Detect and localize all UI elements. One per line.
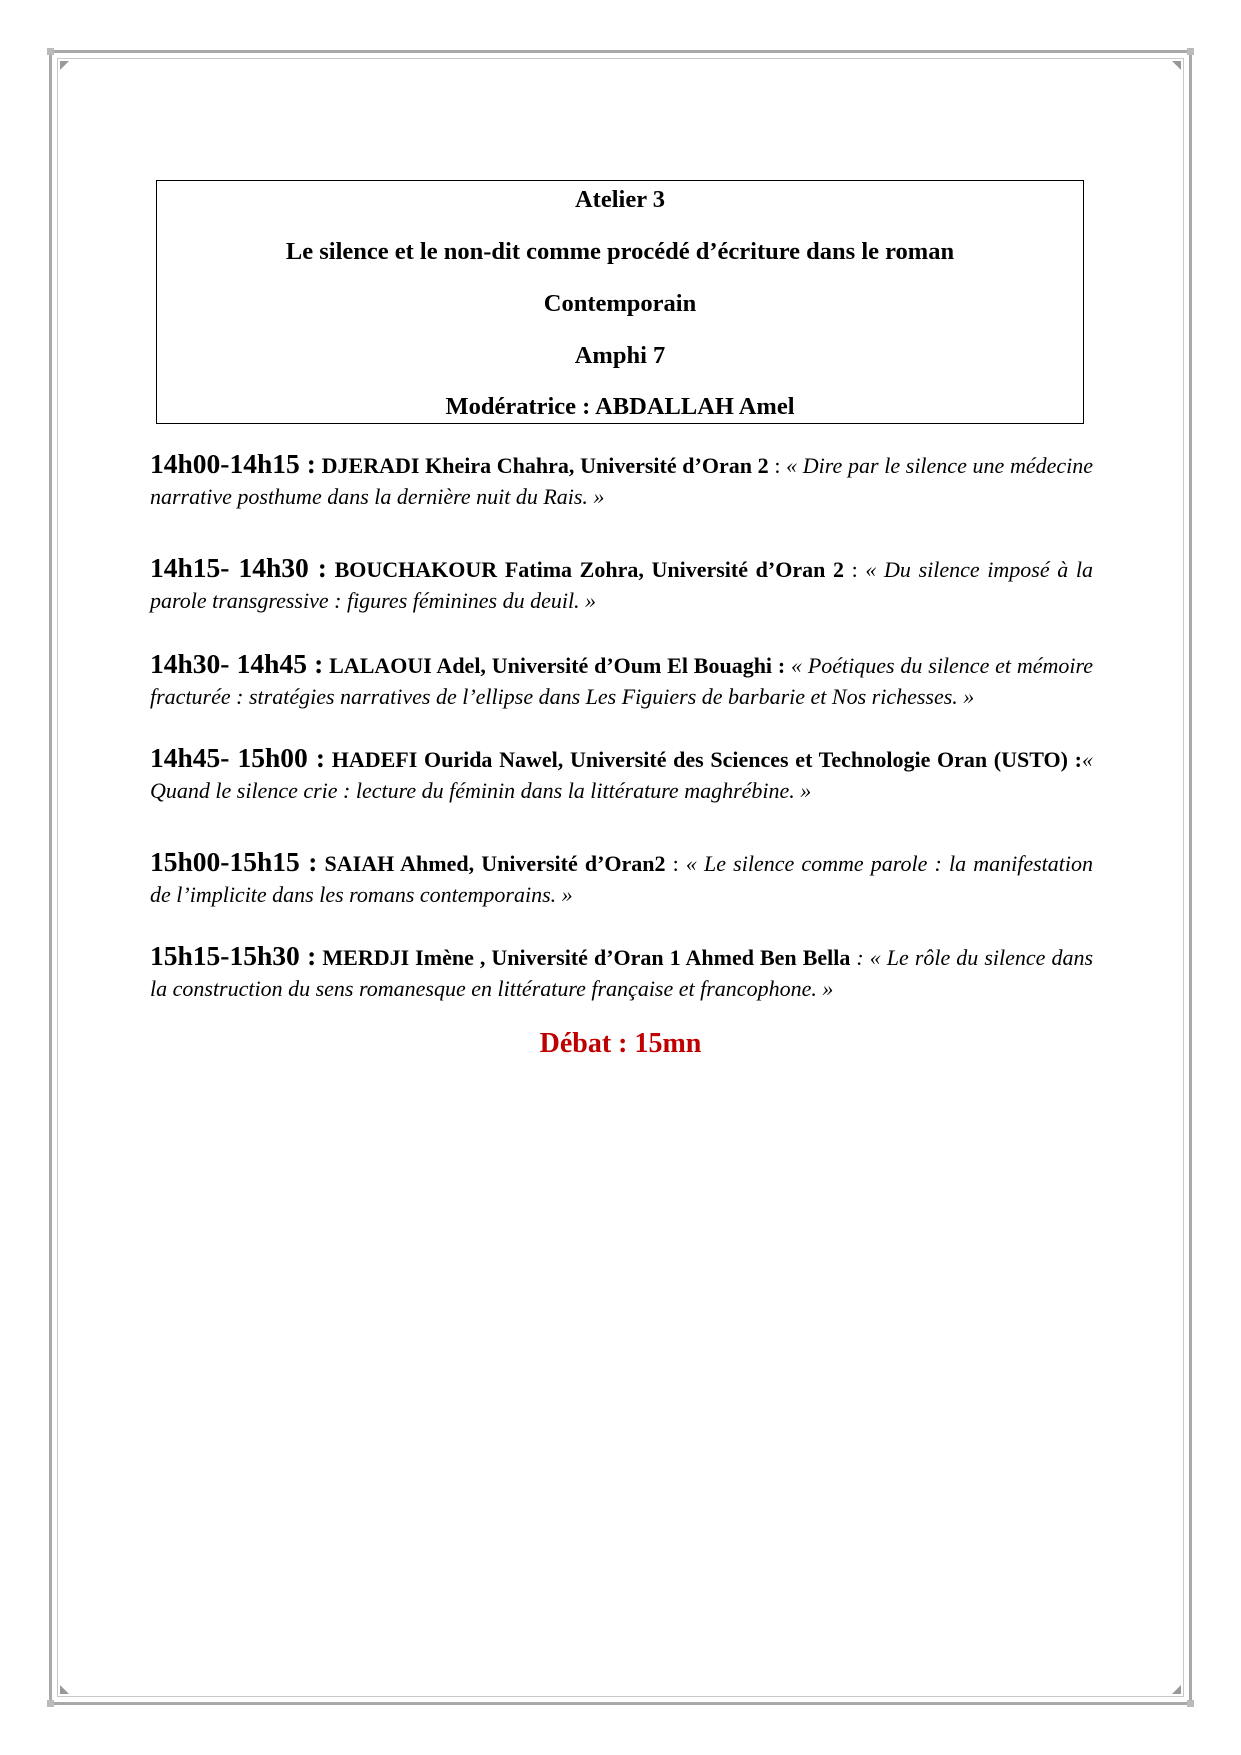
entry-title: « Quand le silence crie : lecture du féminin dans la littérature maghrébine. » bbox=[150, 747, 1093, 803]
corner-dot bbox=[1187, 1700, 1194, 1707]
entry-title: « Poétiques du silence et mémoire fracturée : stratégies narratives de l’ellipse dans Les Figuiers de barbarie et Nos richesses. » bbox=[150, 653, 1094, 709]
entry-time: 15h15-15h30 : bbox=[150, 940, 317, 971]
entry-time: 14h30- 14h45 : bbox=[150, 648, 324, 679]
entry-title: « Le rôle du silence dans la construction du sens romanesque en littérature française et francophone. » bbox=[150, 945, 1094, 1001]
workshop-theme: Le silence et le non-dit comme procédé d’écriture dans le roman bbox=[285, 238, 955, 265]
entry-separator: : bbox=[850, 945, 870, 970]
corner-ornament-bottom-right bbox=[1172, 1685, 1181, 1694]
workshop-number: Atelier 3 bbox=[574, 186, 666, 213]
corner-ornament-top-left bbox=[60, 61, 69, 70]
entry-time: 14h00-14h15 : bbox=[150, 448, 316, 479]
workshop-theme-continued: Contemporain bbox=[543, 290, 697, 317]
workshop-header-box bbox=[156, 180, 1084, 424]
entry-speaker: SAIAH Ahmed, Université d’Oran2 bbox=[324, 851, 666, 876]
entry-speaker: DJERADI Kheira Chahra, Université d’Oran 2 bbox=[321, 453, 769, 478]
entry-time: 15h00-15h15 : bbox=[150, 846, 318, 877]
corner-dot bbox=[1187, 48, 1194, 55]
workshop-moderator: Modératrice : ABDALLAH Amel bbox=[445, 393, 795, 420]
entry-speaker: MERDJI Imène , Université d’Oran 1 Ahmed Ben Bella bbox=[322, 945, 851, 970]
program-entry bbox=[150, 940, 1093, 1004]
entry-speaker: HADEFI Ourida Nawel, Université des Sciences et Technologie Oran (USTO) : bbox=[331, 747, 1082, 772]
entry-speaker: LALAOUI Adel, Université d’Oum El Bouaghi : bbox=[329, 653, 786, 678]
program-entry bbox=[150, 846, 1093, 910]
entry-title: « Le silence comme parole : la manifestation de l’implicite dans les romans contemporains. » bbox=[150, 851, 1093, 907]
entry-time: 14h45- 15h00 : bbox=[150, 742, 326, 773]
entry-speaker: BOUCHAKOUR Fatima Zohra, Université d’Oran 2 bbox=[334, 557, 844, 582]
program-entry bbox=[150, 742, 1093, 806]
corner-ornament-bottom-left bbox=[60, 1685, 69, 1694]
corner-ornament-top-right bbox=[1172, 61, 1181, 70]
entry-separator: : bbox=[768, 453, 787, 478]
program-entry bbox=[150, 552, 1093, 616]
entry-time: 14h15- 14h30 : bbox=[150, 552, 327, 583]
corner-dot bbox=[47, 48, 54, 55]
corner-dot bbox=[47, 1700, 54, 1707]
workshop-room: Amphi 7 bbox=[574, 342, 666, 369]
program-entry bbox=[150, 648, 1093, 712]
entry-title: « Dire par le silence une médecine narrative posthume dans la dernière nuit du Rais. » bbox=[150, 453, 1094, 509]
entry-separator: : bbox=[665, 851, 686, 876]
entry-separator: : bbox=[843, 557, 866, 582]
entry-title: « Du silence imposé à la parole transgressive : figures féminines du deuil. » bbox=[150, 557, 1094, 613]
program-entry bbox=[150, 448, 1093, 512]
debate-duration: Débat : 15mn bbox=[539, 1028, 702, 1059]
